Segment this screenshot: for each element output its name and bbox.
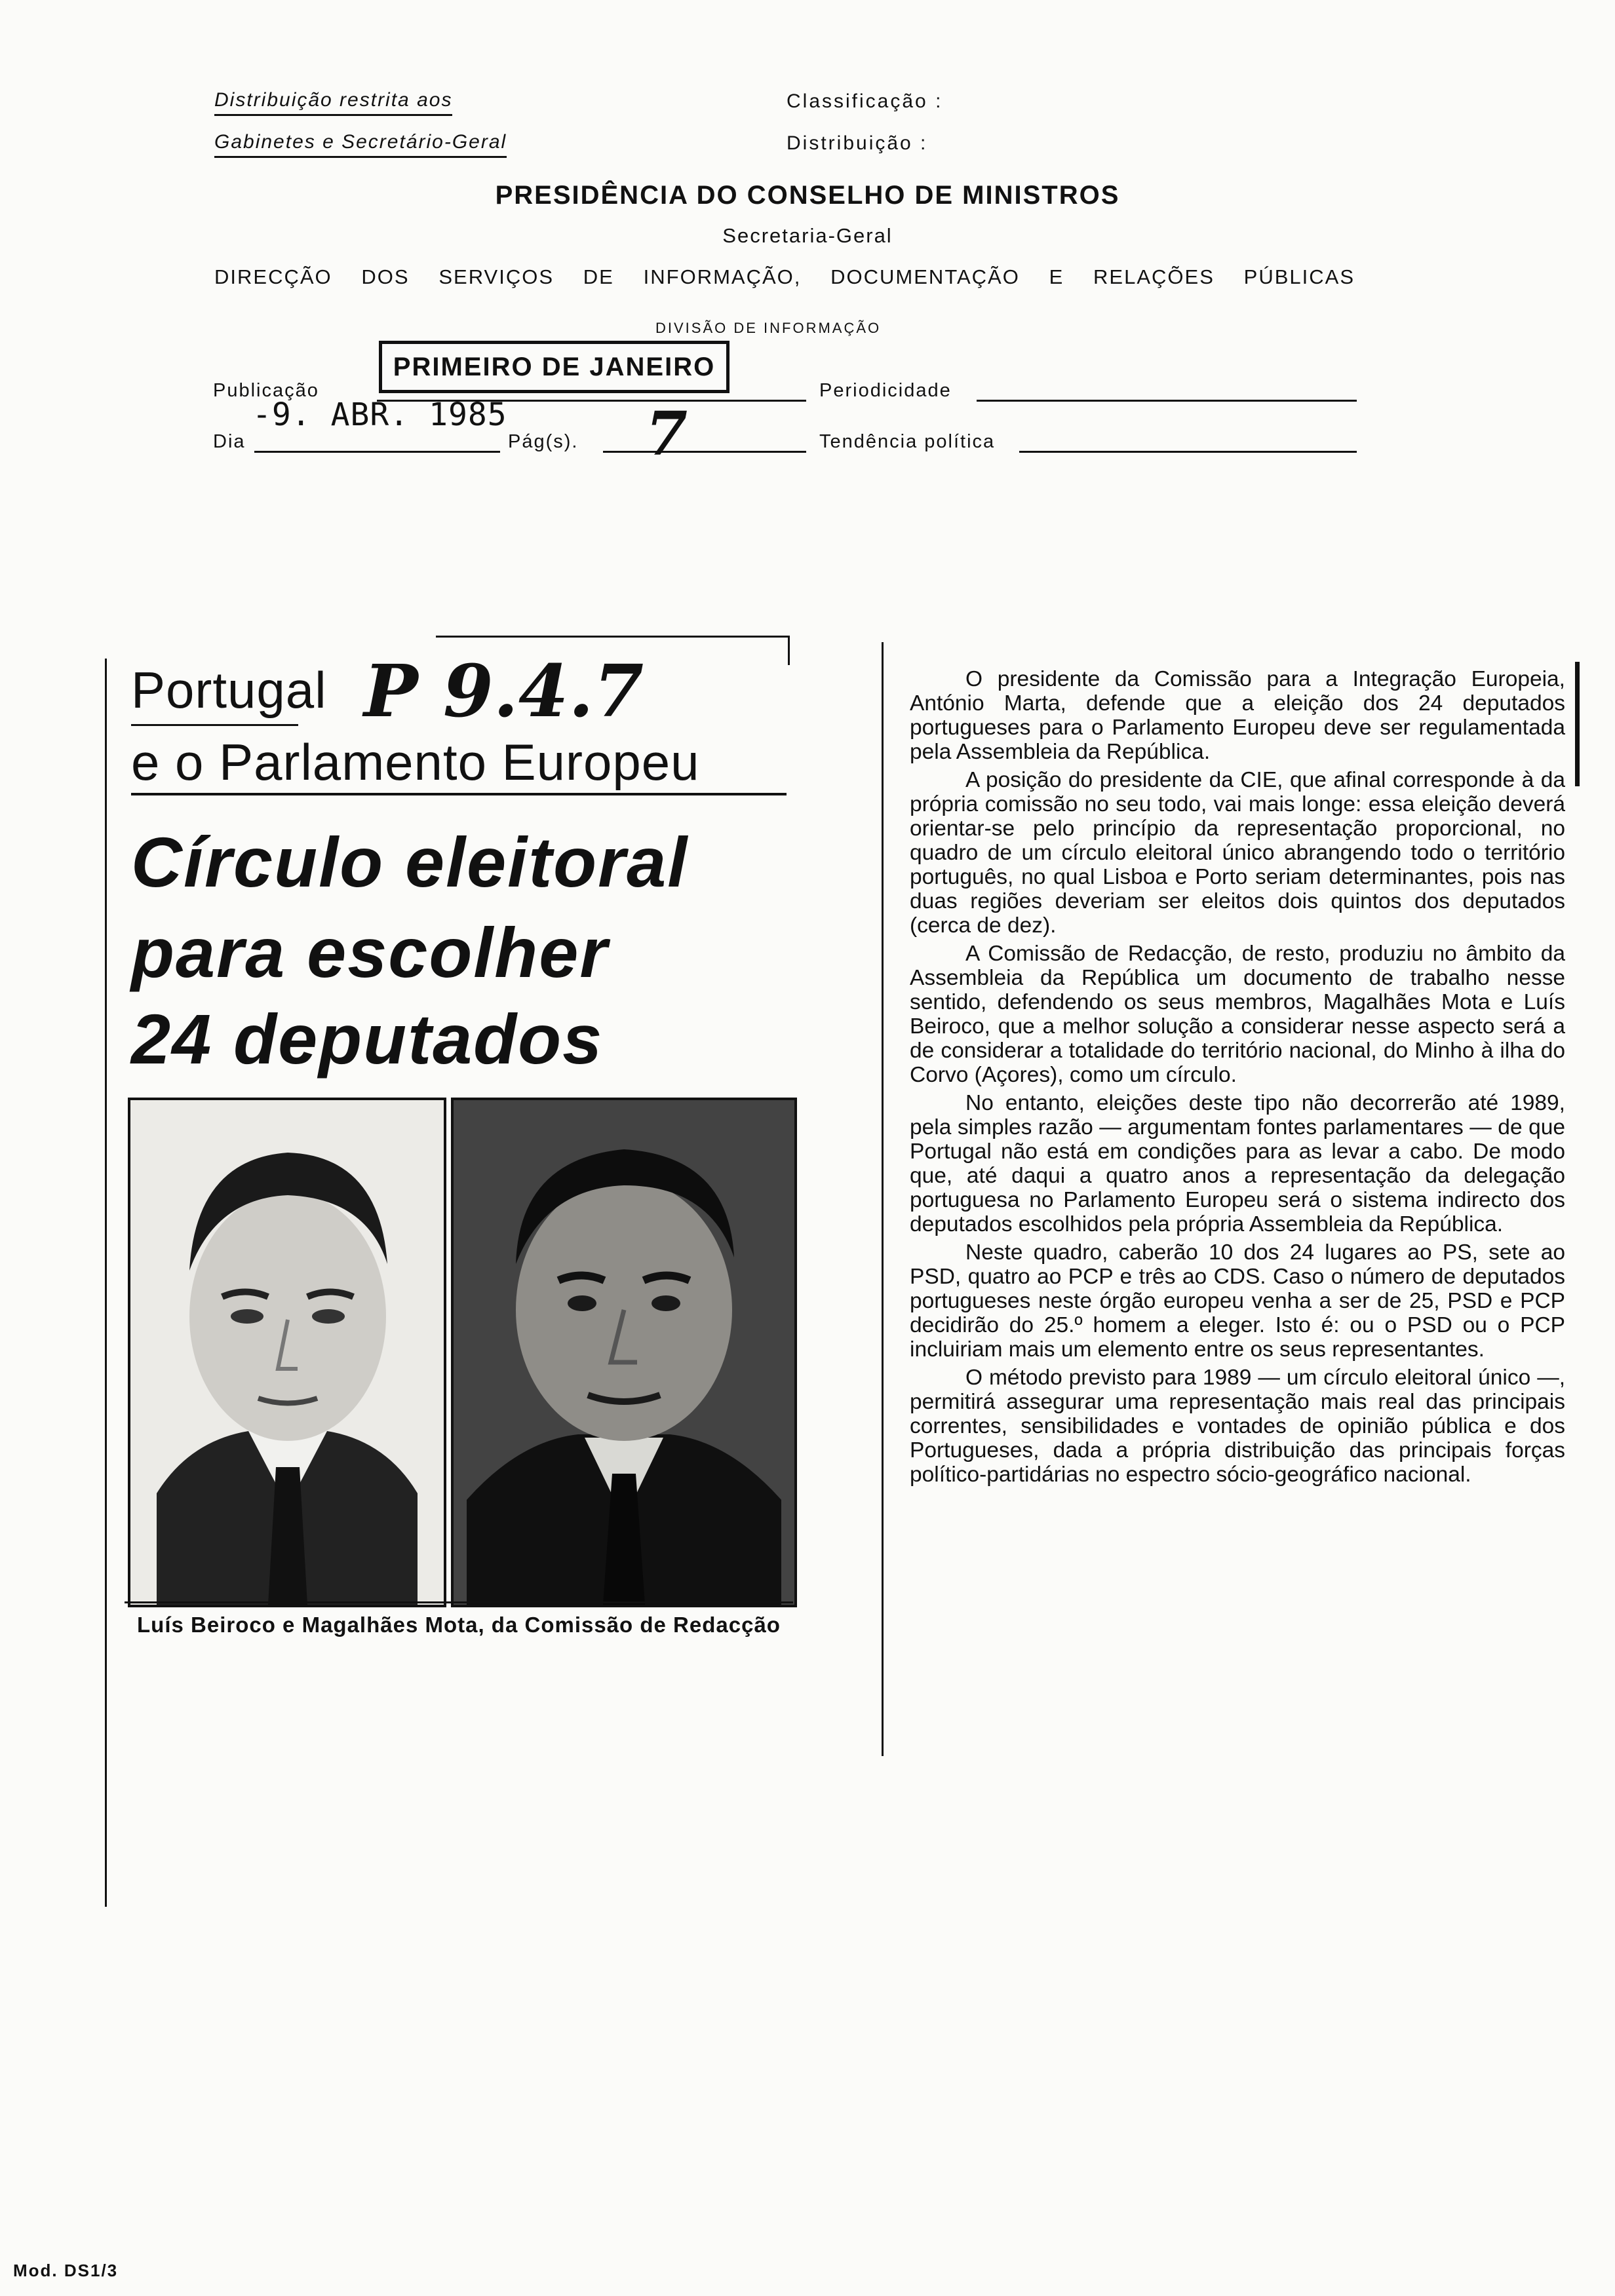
periodicity-rule [977, 400, 1357, 402]
article-paragraph: A Comissão de Redacção, de resto, produziu no âmbito da Assembleia da República um documento de trabalho nesse sentido, defendendo os seus membros, Magalhães Mota e Luís Beiroco, que a melhor solução a considerar nesse aspecto será a de considerar a totalidade do território nacional, do Minho à ilha do Corvo (Açores), como um círculo. [910, 942, 1565, 1087]
article-paragraph: O presidente da Comissão para a Integração Europeia, António Marta, defende que a eleição dos 24 deputados portugueses para o Parlamento Europeu deve ser regulamentada pela Assembleia da República. [910, 667, 1565, 764]
photo-luis-beiroco [128, 1098, 446, 1607]
org-subtitle: Secretaria-Geral [722, 224, 893, 247]
portrait-mota-drawing [454, 1100, 794, 1605]
pages-rule [603, 451, 806, 453]
classification-label: Classificação : [787, 90, 943, 112]
date-rule [254, 451, 500, 453]
pages-value: 7 [646, 398, 688, 469]
headline-line3: 24 deputados [131, 999, 604, 1079]
publication-stamp: PRIMEIRO DE JANEIRO [379, 341, 730, 393]
clipping-right-mark [1575, 662, 1580, 786]
clipping-top-corner [788, 636, 790, 665]
publication-label: Publicação [213, 380, 319, 401]
division-label: DIVISÃO DE INFORMAÇÃO [655, 320, 882, 336]
directorate-line: DIRECÇÃO DOS SERVIÇOS DE INFORMAÇÃO, DOCUMENTAÇÃO E RELAÇÕES PÚBLICAS [214, 265, 1355, 288]
headline-line1: Círculo eleitoral [131, 822, 689, 902]
kicker-rule1 [131, 724, 298, 726]
date-stamp: -9. ABR. 1985 [252, 396, 507, 433]
kicker-line2: e o Parlamento Europeu [131, 733, 700, 791]
periodicity-label: Periodicidade [819, 380, 952, 401]
political-tendency-label: Tendência política [819, 431, 996, 452]
form-model-code: Mod. DS1/3 [13, 2261, 119, 2280]
photo-caption: Luís Beiroco e Magalhães Mota, da Comissão de Redacção [137, 1613, 781, 1637]
handwritten-note: P 9.4.7 [364, 649, 644, 733]
distribution-restriction-line1: Distribuição restrita aos [214, 89, 452, 116]
headline-line2: para escolher [131, 913, 609, 992]
political-tendency-rule [1019, 451, 1357, 453]
article-paragraph: Neste quadro, caberão 10 dos 24 lugares ao PS, sete ao PSD, quatro ao PCP e três ao CDS. Caso o número de deputados portugueses neste órgão europeu venha a ser de 25, PSD e PCP decidirão do 25.º homem a eleger. Isto é: ou o PSD ou o PCP incluiriam mais um elemento entre os seus representantes. [910, 1240, 1565, 1362]
clipping-top-edge [436, 636, 790, 638]
clipping-center-edge [882, 642, 884, 1756]
article-paragraph: A posição do presidente da CIE, que afinal corresponde à da própria comissão no seu todo, vai mais longe: essa eleição deverá orientar-se pelo princípio da representação proporcional, no quadro de um círculo eleitoral único abrangendo todo o território português, no qual Lisboa e Porto seriam determinantes, pois nas duas regiões deveriam ser eleitos dois quintos dos deputados (cerca de dez). [910, 768, 1565, 938]
article-paragraph: No entanto, eleições deste tipo não decorrerão até 1989, pela simples razão — argumentam fontes parlamentares — de que Portugal não está em condições para as levar a cabo. De modo que, até daqui a quatro anos a representação da delegação portuguesa no Parlamento Europeu será o sistema indirecto dos deputados escolhidos pela própria Assembleia da República. [910, 1091, 1565, 1236]
org-title: PRESIDÊNCIA DO CONSELHO DE MINISTROS [495, 181, 1120, 210]
article-paragraph: O método previsto para 1989 — um círculo eleitoral único —, permitirá assegurar uma representação mais real das principais correntes, sensibilidades e vontades de opinião pública e dos Portugueses, dada a própria distribuição das principais forças político-partidárias no espectro sócio-geográfico nacional. [910, 1366, 1565, 1487]
pages-label: Pág(s). [508, 431, 579, 452]
distribution-label: Distribuição : [787, 132, 928, 154]
clipping-left-edge [105, 659, 107, 1907]
portrait-beiroco-drawing [130, 1100, 444, 1605]
photo-bottom-rule [125, 1601, 793, 1603]
date-label: Dia [213, 431, 246, 452]
article-body [910, 667, 1565, 1491]
distribution-restriction-line2: Gabinetes e Secretário-Geral [214, 131, 507, 158]
kicker-line1: Portugal [131, 661, 327, 719]
photo-magalhaes-mota [451, 1098, 797, 1607]
kicker-rule2 [131, 793, 787, 795]
